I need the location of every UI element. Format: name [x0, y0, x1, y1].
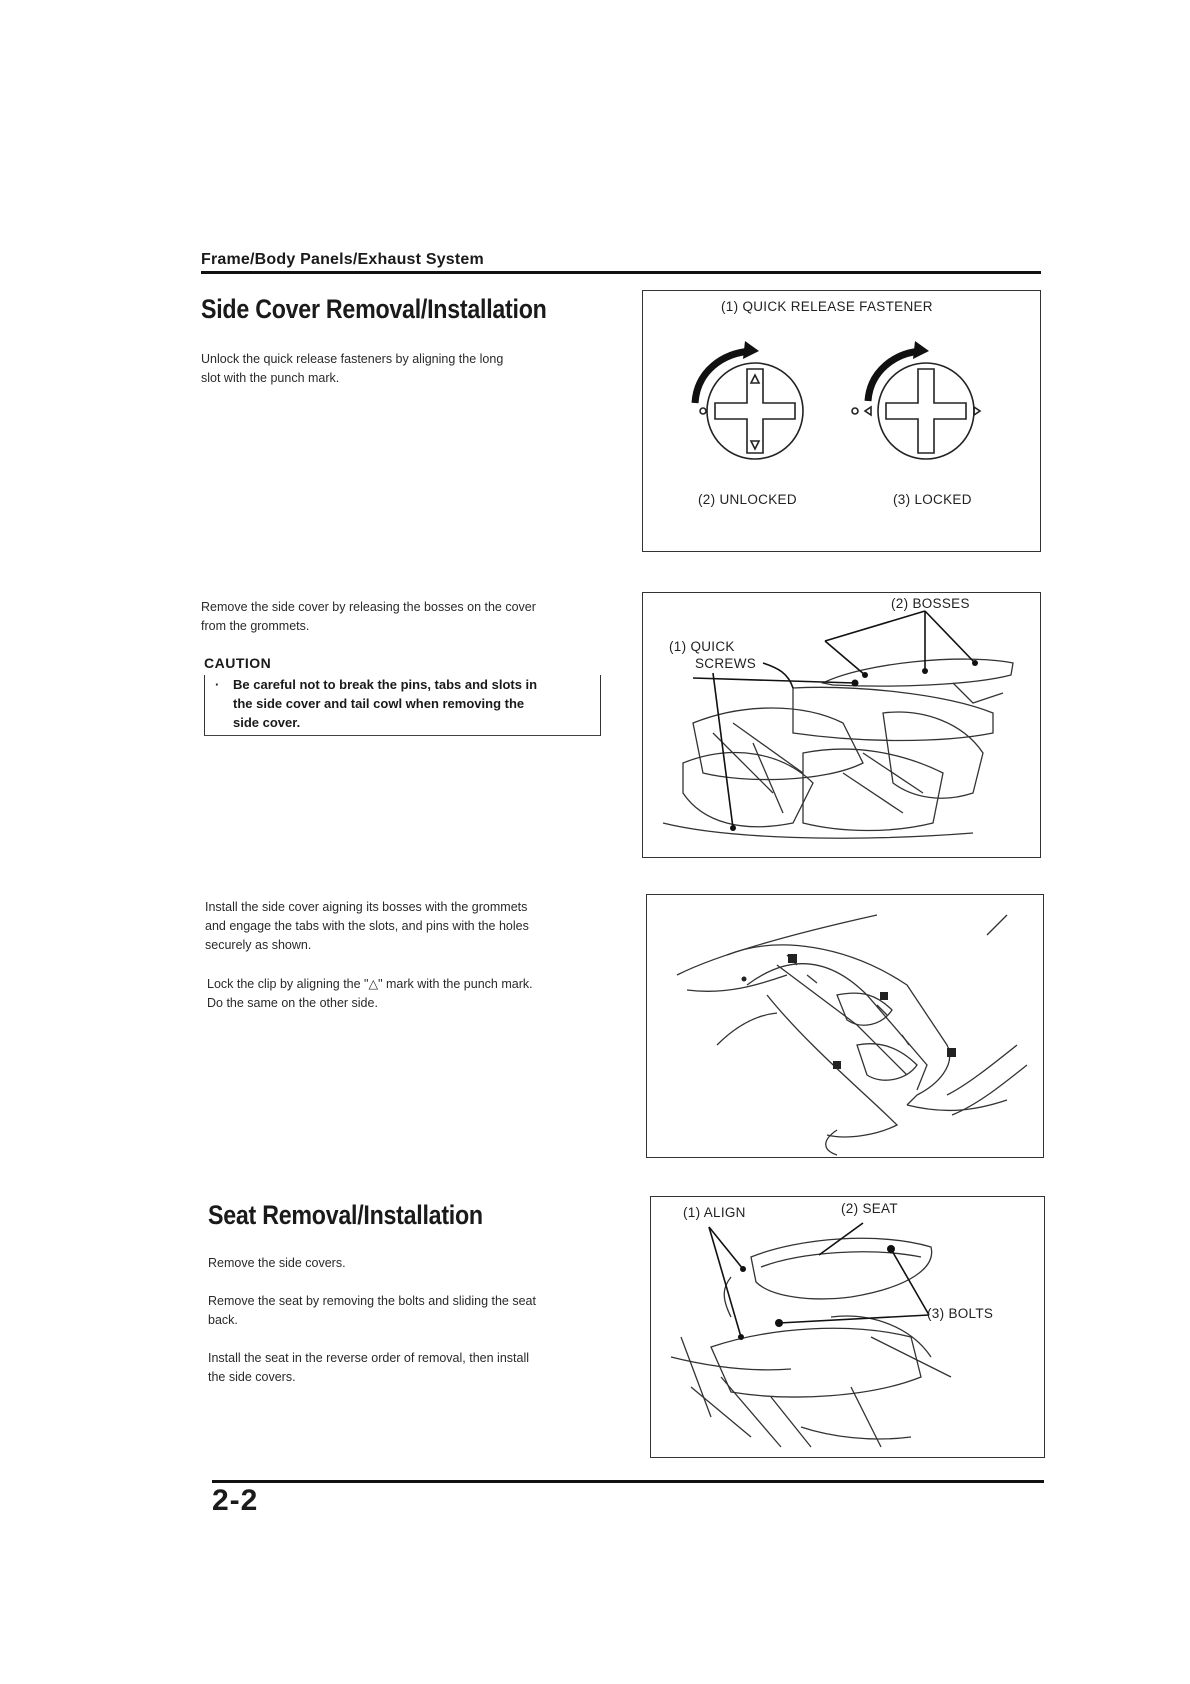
seat-paragraph-3: [208, 1349, 618, 1387]
caution-line-1: Be careful not to break the pins, tabs and slots in: [233, 677, 538, 692]
seat-paragraph-2: [208, 1292, 618, 1330]
seat-removal-figure: [650, 1196, 1045, 1458]
install-line-3: securely as shown.: [205, 938, 312, 952]
footer-rule: [212, 1480, 1044, 1483]
bosses-label: (2) BOSSES: [891, 596, 970, 611]
unlocked-fastener-icon: [695, 341, 803, 459]
caution-bullet: ·: [215, 677, 220, 692]
caution-box: [204, 675, 601, 736]
seat-line-2a: Remove the seat by removing the bolts and sliding the seat: [208, 1294, 536, 1308]
fastener-figure: [642, 290, 1041, 552]
lock-line-2: Do the same on the other side.: [207, 996, 378, 1010]
quick-screws-label-line-1: (1) QUICK: [669, 639, 735, 654]
seat-line-3b: the side covers.: [208, 1370, 296, 1384]
install-line-2: and engage the tabs with the slots, and pins with the holes: [205, 919, 529, 933]
remove-line-2: from the grommets.: [201, 619, 310, 633]
fastener-diagram: [643, 291, 1040, 551]
seat-line-1: Remove the side covers.: [208, 1256, 346, 1270]
side-cover-installation-figure: [646, 894, 1044, 1158]
side-cover-installation-illustration: [647, 895, 1043, 1157]
header-rule: [201, 271, 1041, 274]
page-number: 2-2: [212, 1484, 259, 1517]
bolts-label: (3) BOLTS: [927, 1306, 994, 1321]
locked-fastener-icon: [852, 341, 980, 459]
lock-line-1: Lock the clip by aligning the "△" mark with the punch mark.: [207, 977, 533, 991]
caution-line-2: the side cover and tail cowl when removing the: [233, 696, 525, 711]
side-cover-removal-illustration: [643, 593, 1040, 857]
unlocked-label: (2) UNLOCKED: [698, 492, 797, 507]
locked-label: (3) LOCKED: [893, 492, 972, 507]
clip-markers: [742, 954, 957, 1069]
lock-paragraph: [207, 975, 617, 1013]
fastener-label: (1) QUICK RELEASE FASTENER: [721, 299, 933, 314]
install-line-1: Install the side cover aigning its bosses with the grommets: [205, 900, 528, 914]
unlock-line-1: Unlock the quick release fasteners by aligning the long: [201, 352, 504, 366]
side-cover-removal-figure: [642, 592, 1041, 858]
install-paragraph: [205, 898, 615, 955]
align-label: (1) ALIGN: [683, 1205, 746, 1220]
remove-line-1: Remove the side cover by releasing the bosses on the cover: [201, 600, 536, 614]
seat-line-2b: back.: [208, 1313, 238, 1327]
remove-paragraph: [201, 598, 611, 636]
seat-heading: Seat Removal/Installation: [208, 1200, 483, 1230]
section-header-title: Frame/Body Panels/Exhaust System: [201, 251, 484, 268]
side-cover-heading: Side Cover Removal/Installation: [201, 294, 547, 324]
caution-line-3: side cover.: [233, 715, 301, 730]
unlock-line-2: slot with the punch mark.: [201, 371, 340, 385]
quick-screws-label-line-2: SCREWS: [695, 656, 757, 671]
unlock-paragraph: [201, 350, 601, 388]
seat-paragraph-1: [208, 1254, 618, 1273]
seat-removal-illustration: [651, 1197, 1044, 1457]
seat-line-3a: Install the seat in the reverse order of removal, then install: [208, 1351, 529, 1365]
seat-label: (2) SEAT: [841, 1201, 898, 1216]
caution-text: [233, 675, 595, 732]
caution-label: CAUTION: [204, 655, 272, 671]
